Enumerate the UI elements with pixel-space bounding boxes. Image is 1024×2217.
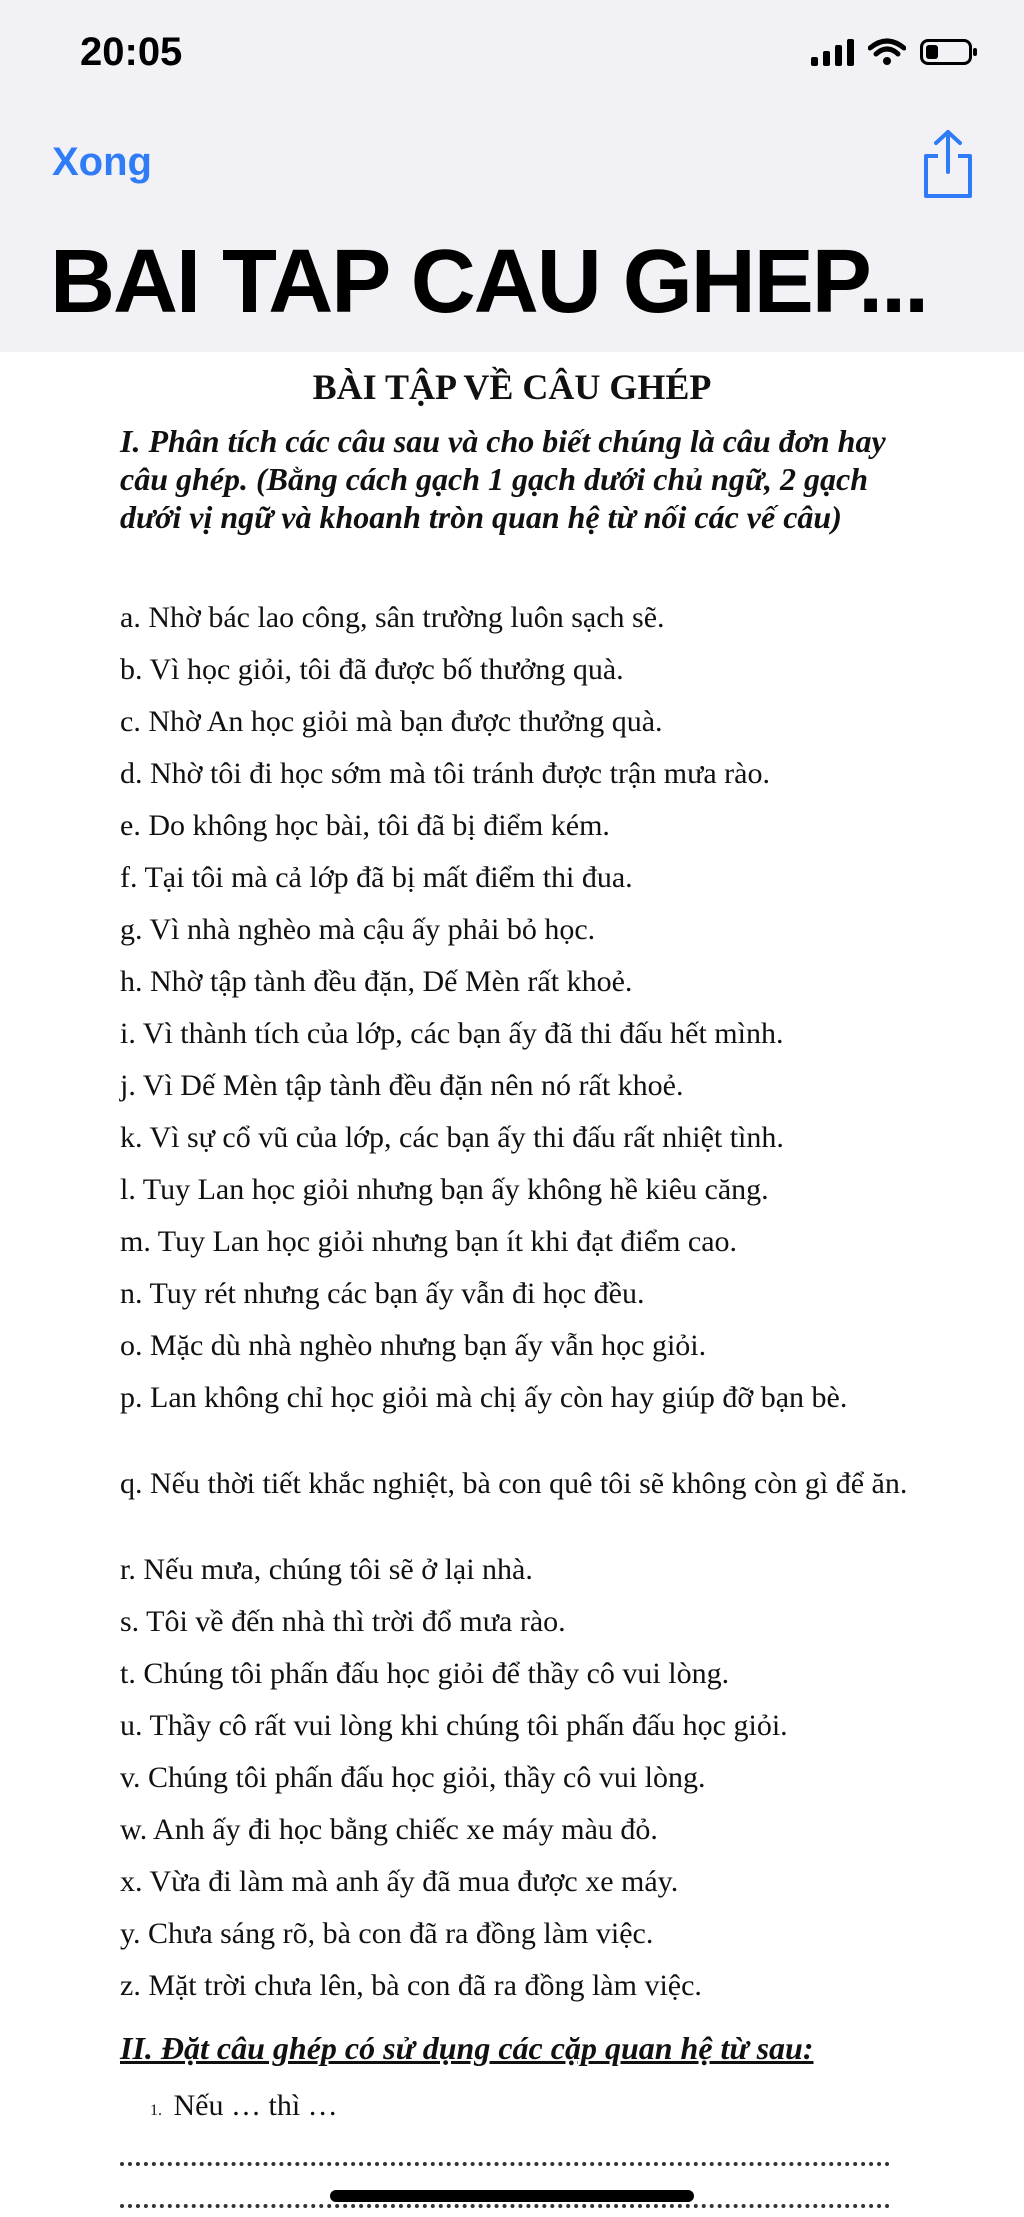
exercise-item: v. Chúng tôi phấn đấu học giỏi, thầy cô vui lòng. <box>120 1761 706 1794</box>
exercise-item: c. Nhờ An học giỏi mà bạn được thưởng quà. <box>120 705 663 738</box>
exercise-item: n. Tuy rét nhưng các bạn ấy vẫn đi học đều. <box>120 1277 645 1310</box>
exercise-item: u. Thầy cô rất vui lòng khi chúng tôi phấn đấu học giỏi. <box>120 1709 788 1742</box>
exercise-item: p. Lan không chỉ học giỏi mà chị ấy còn hay giúp đỡ bạn bè. <box>120 1381 848 1414</box>
exercise-item: l. Tuy Lan học giỏi nhưng bạn ấy không hề kiêu căng. <box>120 1173 769 1206</box>
document-title: BAI TAP CAU GHEP... <box>50 232 928 332</box>
exercise-item: b. Vì học giỏi, tôi đã được bố thưởng quà. <box>120 653 624 686</box>
exercise-item: t. Chúng tôi phấn đấu học giỏi để thầy cô vui lòng. <box>120 1657 730 1690</box>
section1-instruction: I. Phân tích các câu sau và cho biết chúng là câu đơn hay câu ghép. (Bằng cách gạch 1 gạch dưới chủ ngữ, 2 gạch dưới vị ngữ và khoanh tròn quan hệ từ nối các vế câu) <box>120 423 886 535</box>
exercise-item: y. Chưa sáng rõ, bà con đã ra đồng làm việc. <box>120 1917 654 1950</box>
exercise-item: q. Nếu thời tiết khắc nghiệt, bà con quê tôi sẽ không còn gì để ăn. <box>120 1467 908 1500</box>
home-indicator[interactable] <box>330 2190 694 2202</box>
battery-icon <box>920 39 972 65</box>
section2-item <box>150 2089 338 2123</box>
wifi-icon <box>868 38 906 66</box>
exercise-item: a. Nhờ bác lao công, sân trường luôn sạch sẽ. <box>120 601 665 634</box>
exercise-item: g. Vì nhà nghèo mà cậu ấy phải bỏ học. <box>120 913 596 946</box>
exercise-item: j. Vì Dế Mèn tập tành đều đặn nên nó rất khoẻ. <box>120 1069 684 1102</box>
exercise-item: f. Tại tôi mà cả lớp đã bị mất điểm thi đua. <box>120 861 633 894</box>
exercise-item: r. Nếu mưa, chúng tôi sẽ ở lại nhà. <box>120 1553 533 1586</box>
exercise-item: w. Anh ấy đi học bằng chiếc xe máy màu đỏ. <box>120 1813 658 1846</box>
status-time: 20:05 <box>80 30 183 74</box>
answer-dotted-line <box>120 2204 890 2208</box>
exercise-item: m. Tuy Lan học giỏi nhưng bạn ít khi đạt điểm cao. <box>120 1225 738 1258</box>
exercise-item: h. Nhờ tập tành đều đặn, Dế Mèn rất khoẻ. <box>120 965 633 998</box>
exercise-item: e. Do không học bài, tôi đã bị điểm kém. <box>120 809 610 842</box>
section2-item-number: 1. <box>150 2102 162 2119</box>
exercise-item: o. Mặc dù nhà nghèo nhưng bạn ấy vẫn học giỏi. <box>120 1329 707 1362</box>
exercise-item: d. Nhờ tôi đi học sớm mà tôi tránh được trận mưa rào. <box>120 757 770 790</box>
exercise-item: z. Mặt trời chưa lên, bà con đã ra đồng làm việc. <box>120 1969 702 2002</box>
worksheet-heading: BÀI TẬP VỀ CÂU GHÉP <box>312 367 712 407</box>
section2-heading: II. Đặt câu ghép có sử dụng các cặp quan hệ từ sau: <box>120 2030 814 2066</box>
exercise-item: s. Tôi về đến nhà thì trời đổ mưa rào. <box>120 1605 566 1638</box>
status-icons <box>811 38 972 66</box>
exercise-item: i. Vì thành tích của lớp, các bạn ấy đã thi đấu hết mình. <box>120 1017 784 1050</box>
done-button[interactable]: Xong <box>52 140 152 184</box>
top-bar <box>0 0 1024 352</box>
section2-item-text: Nếu … thì … <box>173 2089 338 2122</box>
answer-dotted-line <box>120 2162 890 2166</box>
exercise-item: k. Vì sự cổ vũ của lớp, các bạn ấy thi đấu rất nhiệt tình. <box>120 1121 784 1154</box>
cellular-signal-icon <box>811 38 854 66</box>
share-icon[interactable] <box>918 128 978 200</box>
exercise-item: x. Vừa đi làm mà anh ấy đã mua được xe máy. <box>120 1865 679 1898</box>
